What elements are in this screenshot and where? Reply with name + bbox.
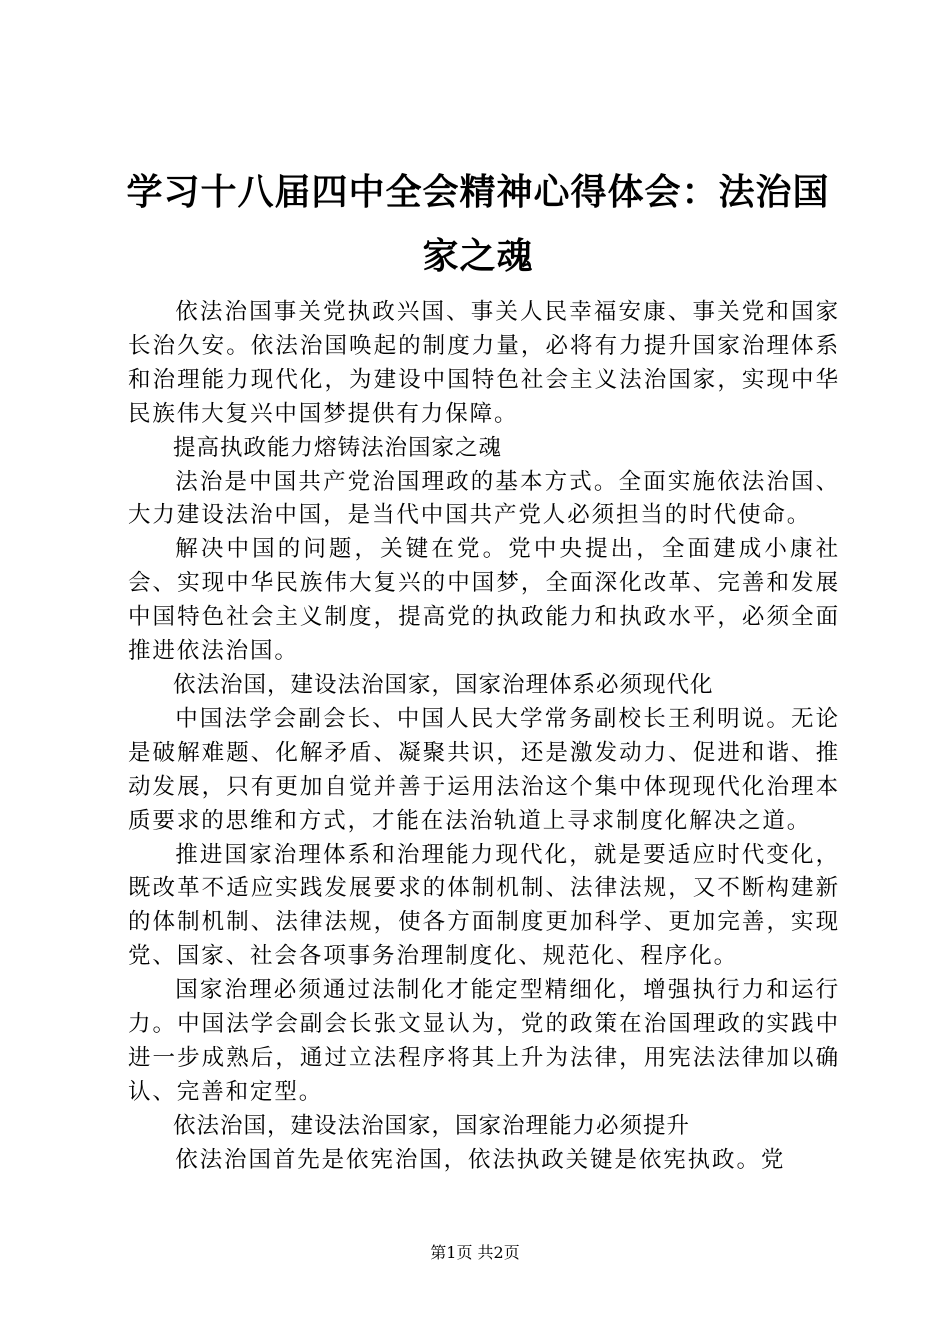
paragraph: 依法治国首先是依宪治国，依法执政关键是依宪执政。党 bbox=[175, 1146, 786, 1173]
page-footer: 第1页 共2页 bbox=[430, 1243, 520, 1262]
paragraph: 依法治国事关党执政兴国、事关人民幸福安康、事关党和国家长治久安。依法治国唤起的制度力量，必将有力提升国家治理体系和治理能力现代化，为建设中国特色社会主义法治国家，实现中华民族伟大复兴中国梦提供有力保障。 bbox=[128, 299, 840, 427]
paragraph: 中国法学会副会长、中国人民大学常务副校长王利明说。无论是破解难题、化解矛盾、凝聚共识，还是激发动力、促进和谐、推动发展，只有更加自觉并善于运用法治这个集中体现现代化治理本质要求的思维和方式，才能在法治轨道上寻求制度化解决之道。 bbox=[128, 705, 840, 834]
document-body bbox=[128, 296, 840, 1178]
paragraph: 法治是中国共产党治国理政的基本方式。全面实施依法治国、大力建设法治中国，是当代中国共产党人必须担当的时代使命。 bbox=[128, 468, 840, 529]
paragraph: 推进国家治理体系和治理能力现代化，就是要适应时代变化，既改革不适应实践发展要求的体制机制、法律法规，又不断构建新的体制机制、法律法规，使各方面制度更加科学、更加完善，实现党、国家、社会各项事务治理制度化、规范化、程序化。 bbox=[128, 841, 840, 970]
document-title: 学习十八届四中全会精神心得体会：法治国家之魂 bbox=[126, 171, 830, 277]
paragraph: 解决中国的问题，关键在党。党中央提出，全面建成小康社会、实现中华民族伟大复兴的中国梦，全面深化改革、完善和发展中国特色社会主义制度，提高党的执政能力和执政水平，必须全面推进依法治国。 bbox=[128, 536, 840, 665]
paragraph: 国家治理必须通过法制化才能定型精细化，增强执行力和运行力。中国法学会副会长张文显认为，党的政策在治国理政的实践中进一步成熟后，通过立法程序将其上升为法律，用宪法法律加以确认、完善和定型。 bbox=[128, 977, 840, 1105]
section-heading: 提高执政能力熔铸法治国家之魂 bbox=[173, 434, 503, 461]
section-heading: 依法治国，建设法治国家，国家治理体系必须现代化 bbox=[173, 671, 714, 698]
section-heading: 依法治国，建设法治国家，国家治理能力必须提升 bbox=[173, 1112, 691, 1139]
